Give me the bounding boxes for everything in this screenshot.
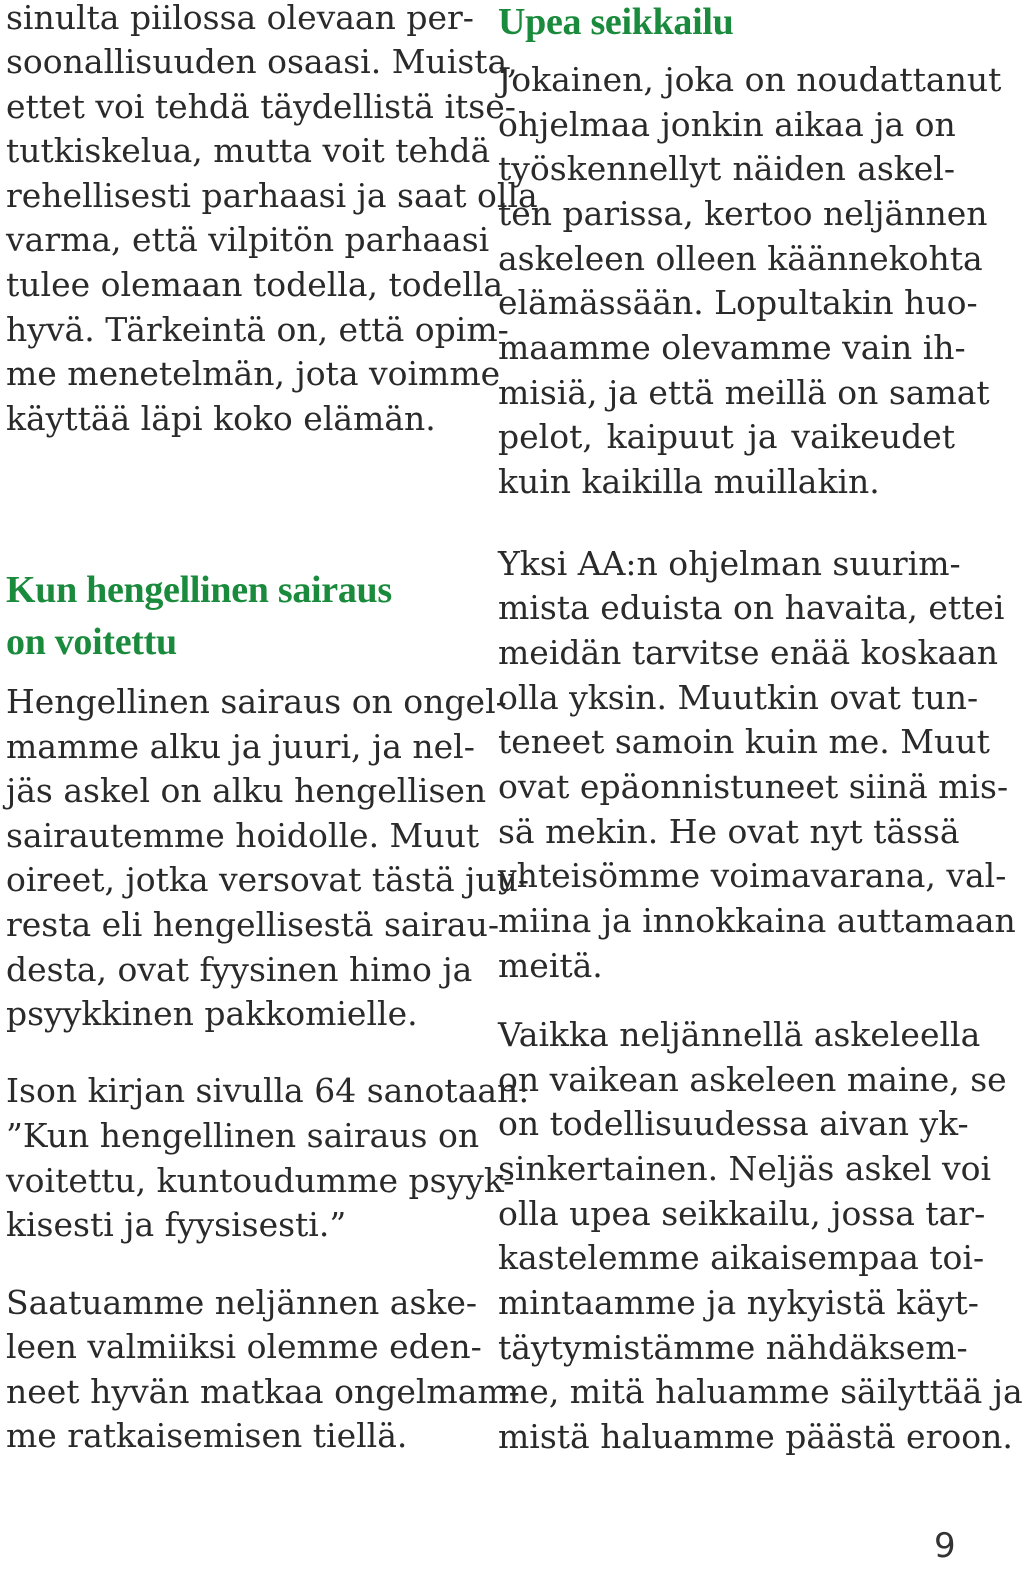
text-line: pelot, kaipuut ja vaikeudet — [498, 417, 955, 456]
text-line: hyvä. Tärkeintä on, että opim- — [6, 310, 509, 349]
text-line: mista eduista on havaita, ettei — [498, 588, 1005, 627]
text-line: ettet voi tehdä täydellistä itse- — [6, 87, 516, 126]
text-line: Ison kirjan sivulla 64 sanotaan: — [6, 1071, 530, 1110]
text-line: varma, että vilpitön parhaasi — [6, 220, 490, 259]
text-line: ten parissa, kertoo neljännen — [498, 194, 988, 233]
text-line: me menetelmän, jota voimme — [6, 354, 501, 393]
text-line: misiä, ja että meillä on samat — [498, 373, 990, 412]
text-line: voitettu, kuntoudumme psyyk- — [6, 1161, 515, 1200]
text-line: meitä. — [498, 946, 603, 985]
text-line: Hengellinen sairaus on ongel- — [6, 682, 507, 721]
text-line: täytymistämme nähdäksem- — [498, 1328, 968, 1367]
text-line: ”Kun hengellinen sairaus on — [6, 1116, 480, 1155]
text-line: sairautemme hoidolle. Muut — [6, 816, 480, 855]
text-line: rehellisesti parhaasi ja saat olla — [6, 176, 538, 215]
text-line: kisesti ja fyysisesti.” — [6, 1205, 347, 1244]
text-line: sä mekin. He ovat nyt tässä — [498, 812, 960, 851]
text-line: mintaamme ja nykyistä käyt- — [498, 1283, 979, 1322]
text-line: olla yksin. Muutkin ovat tun- — [498, 678, 979, 717]
text-line: ovat epäonnistuneet siinä mis- — [498, 767, 1009, 806]
text-line: on vaikean askeleen maine, se — [498, 1060, 1007, 1099]
text-line: jäs askel on alku hengellisen — [6, 771, 487, 810]
text-line: tulee olemaan todella, todella — [6, 265, 504, 304]
text-line: askeleen olleen käännekohta — [498, 239, 983, 278]
text-line: olla upea seikkailu, jossa tar- — [498, 1194, 986, 1233]
text-line: soonallisuuden osaasi. Muista, — [6, 42, 518, 81]
text-line: resta eli hengellisestä sairau- — [6, 905, 499, 944]
text-line: neet hyvän matkaa ongelmam- — [6, 1372, 520, 1411]
section-heading-great-adventure: Upea seikkailu — [498, 1, 734, 43]
text-line: työskennellyt näiden askel- — [498, 149, 955, 188]
text-line: teneet samoin kuin me. Muut — [498, 722, 990, 761]
text-line: Jokainen, joka on noudattanut — [498, 60, 1002, 99]
text-line: Saatuamme neljännen aske- — [6, 1283, 478, 1322]
text-line: oireet, jotka versovat tästä juu- — [6, 860, 530, 899]
text-line: me, mitä haluamme säilyttää ja — [498, 1372, 1023, 1411]
text-line: me ratkaisemisen tiellä. — [6, 1416, 408, 1455]
text-line: kastelemme aikaisempaa toi- — [498, 1238, 985, 1277]
text-line: tutkiskelua, mutta voit tehdä — [6, 131, 491, 170]
text-line: yhteisömme voimavarana, val- — [498, 856, 1007, 895]
text-line: on todellisuudessa aivan yk- — [498, 1104, 969, 1143]
text-line: mistä haluamme päästä eroon. — [498, 1417, 1013, 1456]
text-line: sinkertainen. Neljäs askel voi — [498, 1149, 992, 1188]
text-line: kuin kaikilla muillakin. — [498, 462, 880, 501]
text-line: maamme olevamme vain ih- — [498, 328, 966, 367]
text-line: desta, ovat fyysinen himo ja — [6, 950, 473, 989]
text-line: käyttää läpi koko elämän. — [6, 399, 436, 438]
text-line: sinulta piilossa olevaan per- — [6, 0, 474, 37]
text-line: mamme alku ja juuri, ja nel- — [6, 727, 475, 766]
page-number: 9 — [934, 1526, 956, 1566]
heading-line: Kun hengellinen sairaus — [6, 569, 392, 611]
heading-line: on voitettu — [6, 621, 177, 663]
text-line: Yksi AA:n ohjelman suurim- — [498, 544, 961, 583]
text-line: meidän tarvitse enää koskaan — [498, 633, 999, 672]
text-line: psyykkinen pakkomielle. — [6, 994, 418, 1033]
text-line: miina ja innokkaina auttamaan — [498, 901, 1016, 940]
text-line: ohjelmaa jonkin aikaa ja on — [498, 105, 956, 144]
text-line: Vaikka neljännellä askeleella — [498, 1015, 981, 1054]
text-line: elämässään. Lopultakin huo- — [498, 283, 978, 322]
text-line: leen valmiiksi olemme eden- — [6, 1327, 482, 1366]
